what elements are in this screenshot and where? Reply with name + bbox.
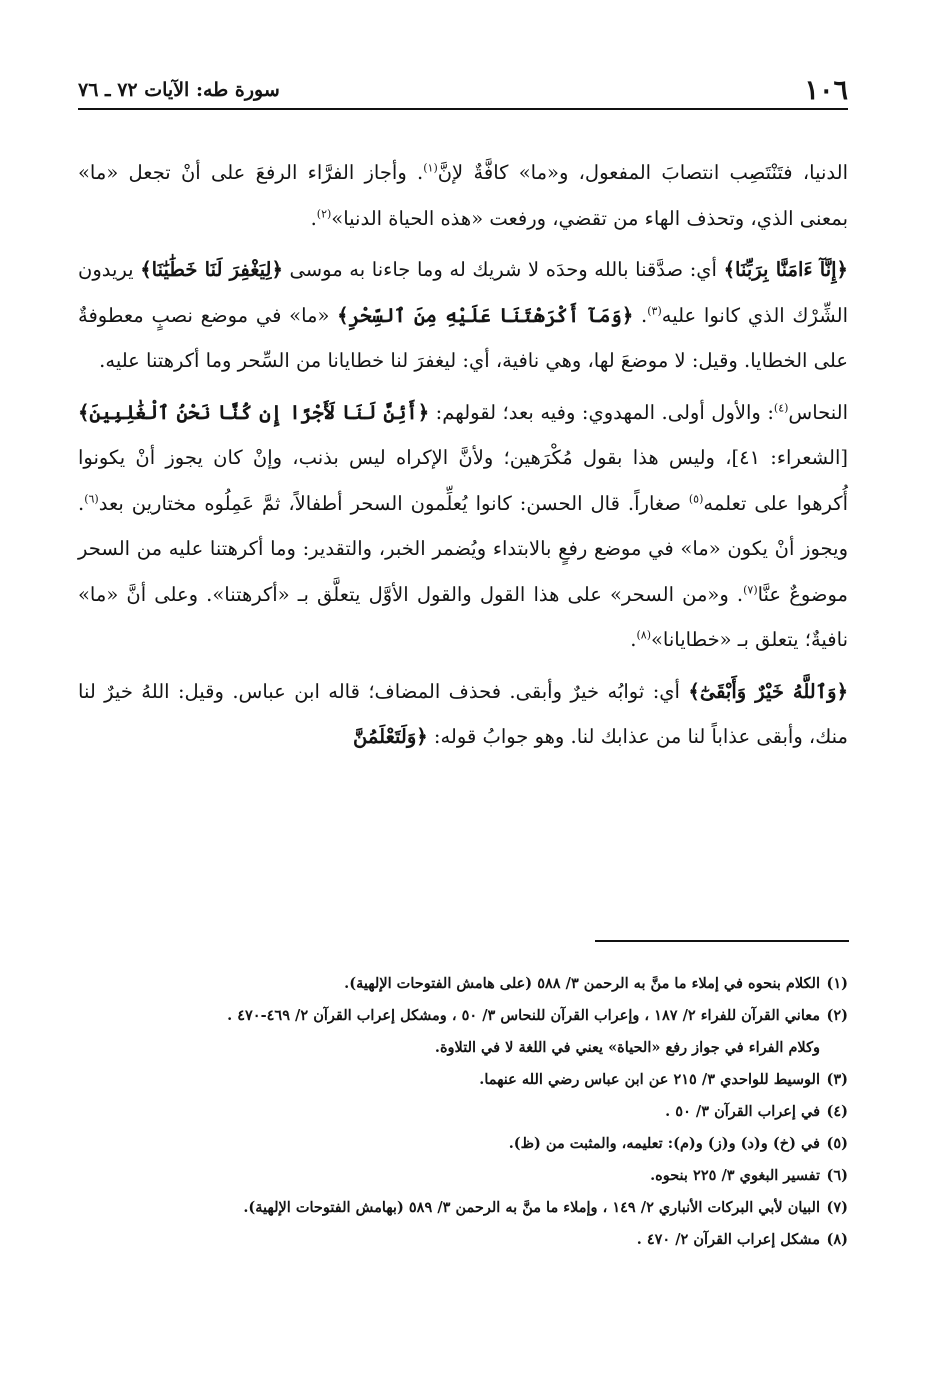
footnote-number: (٧): [826, 1199, 848, 1216]
footnote-text: الكلام بنحوه في إملاء ما منَّ به الرحمن ٣/ ٥٨٨ (على هامش الفتوحات الإلهية).: [344, 975, 820, 992]
footnote: [78, 1128, 848, 1160]
quran-verse: ﴿وَلَتَعْلَمُنَّ: [353, 725, 428, 748]
footnote-ref: (٢): [316, 207, 332, 220]
footnote-ref: (١): [423, 161, 438, 175]
footnote: [78, 1224, 848, 1256]
footnote-ref: (٨): [636, 628, 651, 642]
footnote-text: معاني القرآن للفراء ٢/ ١٨٧ ، وإعراب القرآن للنحاس ٣/ ٥٠ ، ومشكل إعراب القرآن ٢/ ٤٦٩-٤٧٠ .: [227, 1007, 820, 1024]
text-run: صغاراً. قال الحسن: كانوا يُعلِّمون السحر أطفالاً، ثمَّ عَمِلُوه مختارين بعد: [98, 491, 689, 515]
text-run: .: [630, 628, 637, 651]
footnote-ref: (٤): [773, 401, 789, 414]
footnote-number: (٥): [826, 1135, 848, 1152]
page-number: ١٠٦: [804, 74, 848, 106]
footnote-text: تفسير البغوي ٣/ ٢٢٥ بنحوه.: [650, 1167, 820, 1184]
footnote: [78, 1160, 848, 1192]
footnote-number: (١): [826, 975, 848, 992]
quran-verse: ﴿أَئِنَّ لَنَا لَأَجْرًا إِن كُنَّا نَحْنُ ٱلْغَٰلِبِينَ﴾: [78, 400, 430, 424]
running-title: سورة طه: الآيات ٧٢ ـ ٧٦: [78, 79, 280, 101]
footnote: [78, 1192, 848, 1224]
footnote-text: في (خ) و(د) و(ز) و(م): تعليمه، والمثبت من (ظ).: [508, 1135, 820, 1152]
text-run: .: [310, 206, 317, 230]
footnote-number: (٤): [826, 1103, 848, 1120]
quran-verse: ﴿وَمَآ أَكْرَهْتَنَا عَلَيْهِ مِنَ ٱلسِّحْرِ﴾: [337, 303, 634, 327]
text-run: . ويجوز أنْ يكون «ما» في موضع رفعٍ بالابتداء ويُضمر الخبر، والتقدير: وما أكرهتنا عليه من السحر موضوعٌ عنَّا: [78, 491, 848, 606]
paragraph: [78, 669, 848, 760]
paragraph: [78, 247, 848, 384]
text-run: الدنيا، فتَنْتَصِب انتصابَ المفعول، و«ما» كافَّةٌ لإنَّ: [437, 161, 848, 184]
quran-verse: ﴿إِنَّآ ءَامَنَّا بِرَبِّنَا﴾: [723, 258, 848, 281]
text-run: النحاس: [788, 400, 848, 424]
footnote-number: (٣): [826, 1071, 848, 1088]
text-run: . و«من السحر» على هذا القول والقول الأوَّل يتعلَّق بـ «أكرهتنا». وعلى أنَّ «ما» نافيةٌ؛ يتعلق بـ «خطايانا»: [78, 582, 848, 651]
footnote-continuation: وكلام الفراء في جواز رفع «الحياة» يعني في اللغة لا في التلاوة.: [434, 1039, 820, 1056]
footnote-number: (٦): [826, 1167, 848, 1184]
footnote: [78, 1096, 848, 1128]
footnotes: [78, 968, 848, 1256]
footnote-ref: (٦): [84, 492, 99, 505]
page-header: [78, 72, 848, 110]
footnote-ref: (٣): [647, 304, 662, 317]
paragraph: [78, 150, 848, 241]
text-run: . وأجاز الفرَّاء الرفعَ على أنْ تجعل «ما» بمعنى الذي، وتحذف الهاء من تقضي، ورفعت «هذه الحياة الدنيا»: [78, 161, 848, 230]
quran-verse: ﴿وَٱللَّهُ خَيْرٌ وَأَبْقَىٰٓ﴾: [688, 679, 849, 703]
footnote-number: (٨): [826, 1231, 848, 1248]
text-run: أي: ثوابُه خيرٌ وأبقى. فحذف المضاف؛ قاله ابن عباس. وقيل: اللهُ خيرٌ لنا منك، وأبقى عذاباً لنا من عذابك لنا. وهو جوابُ قوله:: [78, 679, 848, 748]
footnote-text: مشكل إعراب القرآن ٢/ ٤٧٠ .: [636, 1231, 820, 1248]
footnote-ref: (٥): [688, 492, 704, 505]
footnote: [78, 1000, 848, 1032]
footnote-text: البيان لأبي البركات الأنباري ٢/ ١٤٩ ، وإملاء ما منَّ به الرحمن ٣/ ٥٨٩ (بهامش الفتوحات الإلهية).: [243, 1199, 820, 1216]
text-run: [الشعراء: ٤١]، وليس هذا بقول مُكْرَهين؛ ولأنَّ الإكراه ليس بذنب، وإنْ كان يجوز أنْ يكونوا أُكرهوا على تعلمه: [78, 446, 848, 515]
paragraph: [78, 390, 848, 663]
footnote-separator: [595, 940, 849, 942]
text-run: أي: صدَّقنا بالله وحدَه لا شريك له وما جاءنا به موسى: [282, 258, 724, 281]
quran-verse: ﴿لِيَغْفِرَ لَنَا خَطَٰيَٰنَا﴾: [140, 258, 283, 281]
text-run: يريدون الشِّرْك الذي كانوا عليه: [78, 258, 849, 327]
footnote: [78, 1064, 848, 1096]
footnote-text: الوسيط للواحدي ٣/ ٢١٥ عن ابن عباس رضي الله عنهما.: [479, 1071, 820, 1088]
text-run: : والأول أولى. المهدوي: وفيه بعد؛ لقولهم:: [429, 400, 774, 424]
text-run: «ما» في موضع نصبٍ معطوفةٌ على الخطايا. وقيل: لا موضعَ لها، وهي نافية، أي: ليغفرَ لنا خطايانا من السِّحر وما أكرهتنا عليه.: [78, 303, 848, 372]
main-text: [78, 150, 848, 766]
footnote-text: في إعراب القرآن ٣/ ٥٠ .: [665, 1103, 820, 1120]
footnote-ref: (٧): [743, 583, 758, 596]
footnote: [78, 968, 848, 1000]
footnote-number: (٢): [826, 1007, 848, 1024]
text-run: .: [633, 303, 648, 327]
